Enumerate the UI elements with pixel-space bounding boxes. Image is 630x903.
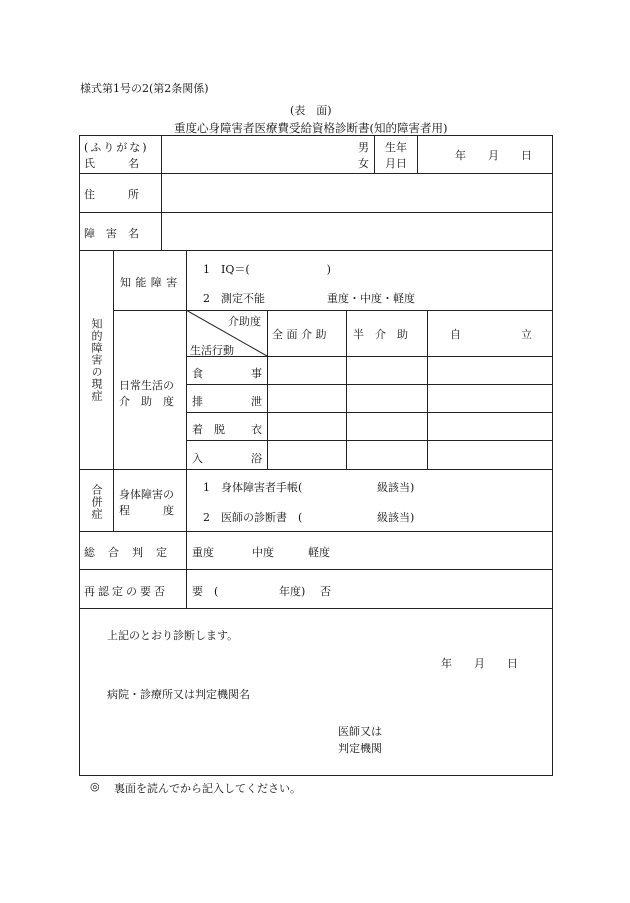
disability-name-label: 障 害 名	[84, 227, 139, 240]
judgement-mild[interactable]: 軽度	[308, 546, 330, 559]
birth-date-field[interactable]: 年 月 日	[455, 149, 532, 162]
diagnosis-date[interactable]: 年 月 日	[441, 657, 518, 670]
sex-female[interactable]: 女	[358, 157, 369, 170]
unmeasurable-option[interactable]: 2 測定不能	[203, 292, 265, 305]
col-independent-2: 立	[521, 328, 532, 341]
daily-living-label-2: 介 助 度	[119, 395, 174, 408]
back-side-note: 裏面を読んでから記入してください。	[114, 782, 301, 795]
birth-label-1: 生年	[385, 141, 407, 154]
activity-label-b: 泄	[251, 395, 262, 408]
symptoms-section-label: 知的障害の現症	[90, 318, 103, 402]
furigana-label: (ふりがな)	[84, 141, 149, 154]
disability-name-field[interactable]	[163, 214, 551, 249]
activity-label-b: 事	[251, 367, 262, 380]
doctor-label-2: 判定機関	[338, 742, 382, 755]
address-label: 住 所	[84, 188, 139, 201]
form-number: 様式第1号の2(第2条関係)	[80, 82, 209, 95]
physical-degree-label-2: 程 度	[119, 504, 174, 517]
handbook-grade-suffix: 級該当)	[377, 481, 415, 494]
doctor-label-1: 医師又は	[338, 725, 382, 738]
iq-field[interactable]: 1 IQ＝( )	[203, 263, 331, 276]
medical-certificate-option[interactable]: 2 医師の診断書 (	[203, 511, 303, 524]
daily-living-label-1: 日常生活の	[119, 379, 174, 392]
judgement-moderate[interactable]: 中度	[252, 546, 274, 559]
overall-judgement-label: 総 合 判 定	[84, 546, 168, 559]
diagnosis-statement: 上記のとおり診断します。	[107, 629, 239, 642]
certificate-grade-suffix: 級該当)	[377, 511, 415, 524]
handbook-option[interactable]: 1 身体障害者手帳(	[203, 481, 303, 494]
severity-options[interactable]: 重度・中度・軽度	[327, 292, 415, 305]
activity-label-a: 排	[192, 395, 203, 408]
recert-year-suffix: 年度)	[279, 585, 306, 598]
form-title: 重度心身障害者医療費受給資格診断書(知的障害者用)	[174, 121, 448, 135]
col-independent-1: 自	[450, 328, 461, 341]
judgement-severe[interactable]: 重度	[192, 546, 214, 559]
birth-label-2: 月日	[385, 157, 407, 170]
col-half-assist: 半 介 助	[353, 328, 408, 341]
intellectual-disability-label: 知能障害	[120, 276, 182, 289]
activity-label-a: 入	[192, 452, 203, 465]
recert-required[interactable]: 要 (	[192, 585, 219, 598]
name-label: 氏 名	[84, 157, 139, 170]
institution-name-label: 病院・診療所又は判定機関名	[107, 688, 250, 701]
physical-degree-label-1: 身体障害の	[119, 488, 174, 501]
name-field[interactable]	[163, 136, 373, 172]
note-mark-icon: ◎	[90, 780, 100, 793]
address-field[interactable]	[163, 175, 551, 211]
col-full-assist: 全 面 介 助	[272, 328, 327, 341]
activity-label-a: 着 脱	[192, 423, 225, 436]
form-side: (表 面)	[290, 104, 332, 117]
recertification-label: 再認定の要否	[84, 585, 168, 598]
complication-label: 合併症	[90, 484, 103, 520]
recert-not-required[interactable]: 否	[320, 585, 331, 598]
life-activity-header: 生活行動	[190, 344, 234, 357]
assist-level-header: 介助度	[228, 315, 261, 328]
activity-label-b: 衣	[251, 423, 262, 436]
activity-label-a: 食	[192, 367, 203, 380]
sex-male[interactable]: 男	[358, 141, 369, 154]
activity-label-b: 浴	[251, 452, 262, 465]
